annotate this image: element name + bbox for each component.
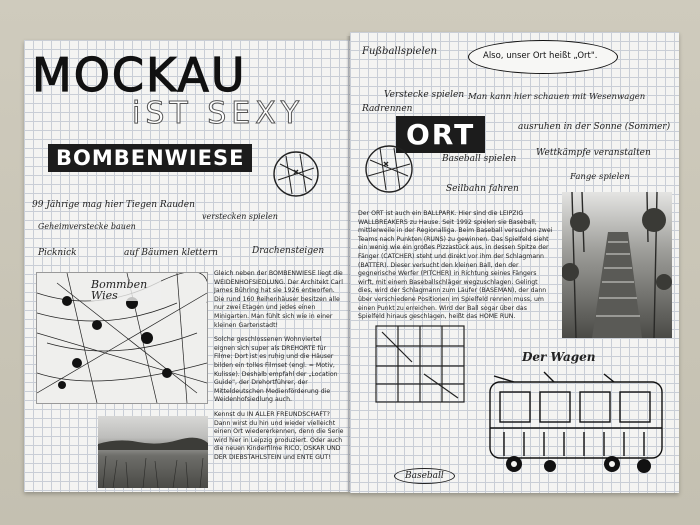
left-article (214, 270, 344, 468)
subtitle: iST SEXY (132, 96, 305, 131)
speech-bubble-text: Also, unser Ort heißt „Ort". (483, 51, 598, 61)
meadow-photo (98, 416, 208, 488)
scribble-r5: ausruhen in der Sonne (Sommer) (518, 122, 671, 132)
scribble-5: auf Bäumen klettern (124, 248, 218, 258)
scribble-r6: Baseball spielen (442, 154, 517, 164)
paragraph-1: Gleich neben der BOMBENWIESE liegt die WEIDENHOFSIEDLUNG. Der Architekt Carl James Bühring hat sie 1926 entworfen. Die rund 160 Reihenhäuser besitzen alle nur zwei Etagen und jedes einen Minigarten. Man fühlt sich wie in einer kleinen Gartenstadt! (214, 270, 343, 329)
wagen-drawing (484, 368, 668, 484)
speech-bubble (468, 40, 618, 74)
bombenwiese-label: BOMBENWIESE (48, 144, 252, 172)
stairs-photo (562, 192, 672, 338)
scribble-r2: Verstecke spielen (384, 90, 465, 100)
paragraph-2: Solche geschlossenen Wohnviertel eignen sich super als DREHORTE für Filme: Dort ist es ruhig und die Häuser bilden ein tolles Filmset (engl. = Motiv, Kulisse). Deshalb empfahl der „Location Guide", der Drehortführer, der Mitteldeutschen Medienförderung die Weidenhofsiedlung auch. (214, 336, 338, 404)
scribble-2: Geheimverstecke bauen (38, 222, 136, 231)
baseball-caption: Baseball (394, 468, 455, 484)
scribble-6: Drachensteigen (252, 246, 325, 256)
scribble-r7: Wettkämpfe veranstalten (536, 148, 651, 158)
paragraph-3: Kennst du IN ALLER FREUNDSCHAFT? Dann wirst du hin und wieder vielleicht einen Ort wiedererkennen, denn die Serie wird hier in Leipzig produziert. Oder auch die neuen Kinderfilme RICO, OSKAR UND DER DIEBSTAHLSTEIN und ENTE GUT! (214, 410, 344, 461)
wagen-caption: Der Wagen (522, 350, 596, 364)
scribble-r3: Man kann hier schauen mit Wesenwagen (468, 92, 646, 102)
ort-label: ORT (396, 116, 485, 153)
scribble-3: verstecken spielen (202, 212, 278, 221)
bombenwiese-drawing (36, 272, 208, 404)
scribble-r4: Radrennen (362, 104, 413, 114)
drawing-caption: Bommben Wies (91, 279, 161, 301)
scribble-r8: Fange spielen (570, 172, 630, 182)
right-page (350, 32, 679, 493)
scribble-4: Picknick (38, 248, 77, 258)
map-sketch-icon (272, 150, 320, 198)
paragraph-ort: Der ORT ist auch ein BALLPARK. Hier sind die LEIPZIG WALLBREAKERS zu Hause. Seit 1992 spielen sie Baseball, mittlerweile in der Regionalliga. Beim Baseball versuchen zwei Teams nach Punkten (RUNS) zu gewinnen. Das Spielfeld sieht ein wenig wie ein großes Pizzastück aus, in dessen Spitze der Fänger (CATCHER) steht und direkt vor ihm der Schlagmann (BATTER). Dieser versucht den kleinen Ball, den der gegnerische Werfer (PITCHER) in Richtung seines Fängers wirft, mit einem Baseballschläger wegzuschlagen. Gelingt dies, wird der Schlagmann zum Läufer (BASEMAN), der dann über verschiedene Positionen im Spielfeld rennen muss, um einen Punkt zu erreichen. Wird der Ball sogar über das Spielfeld hinaus geschlagen, heißt das HOME RUN. (358, 210, 553, 321)
right-article (358, 210, 554, 328)
scribble-r9: Seilbahn fahren (446, 184, 519, 194)
left-page (24, 40, 350, 492)
page-title: MOCKAU (32, 48, 247, 102)
baseball-drawing (372, 322, 468, 408)
scribble-1: 99 Jährige mag hier Tiegen Rauden (32, 200, 195, 210)
map-sketch-icon-2 (364, 144, 414, 194)
scribble-r1: Fußballspielen (362, 46, 438, 57)
